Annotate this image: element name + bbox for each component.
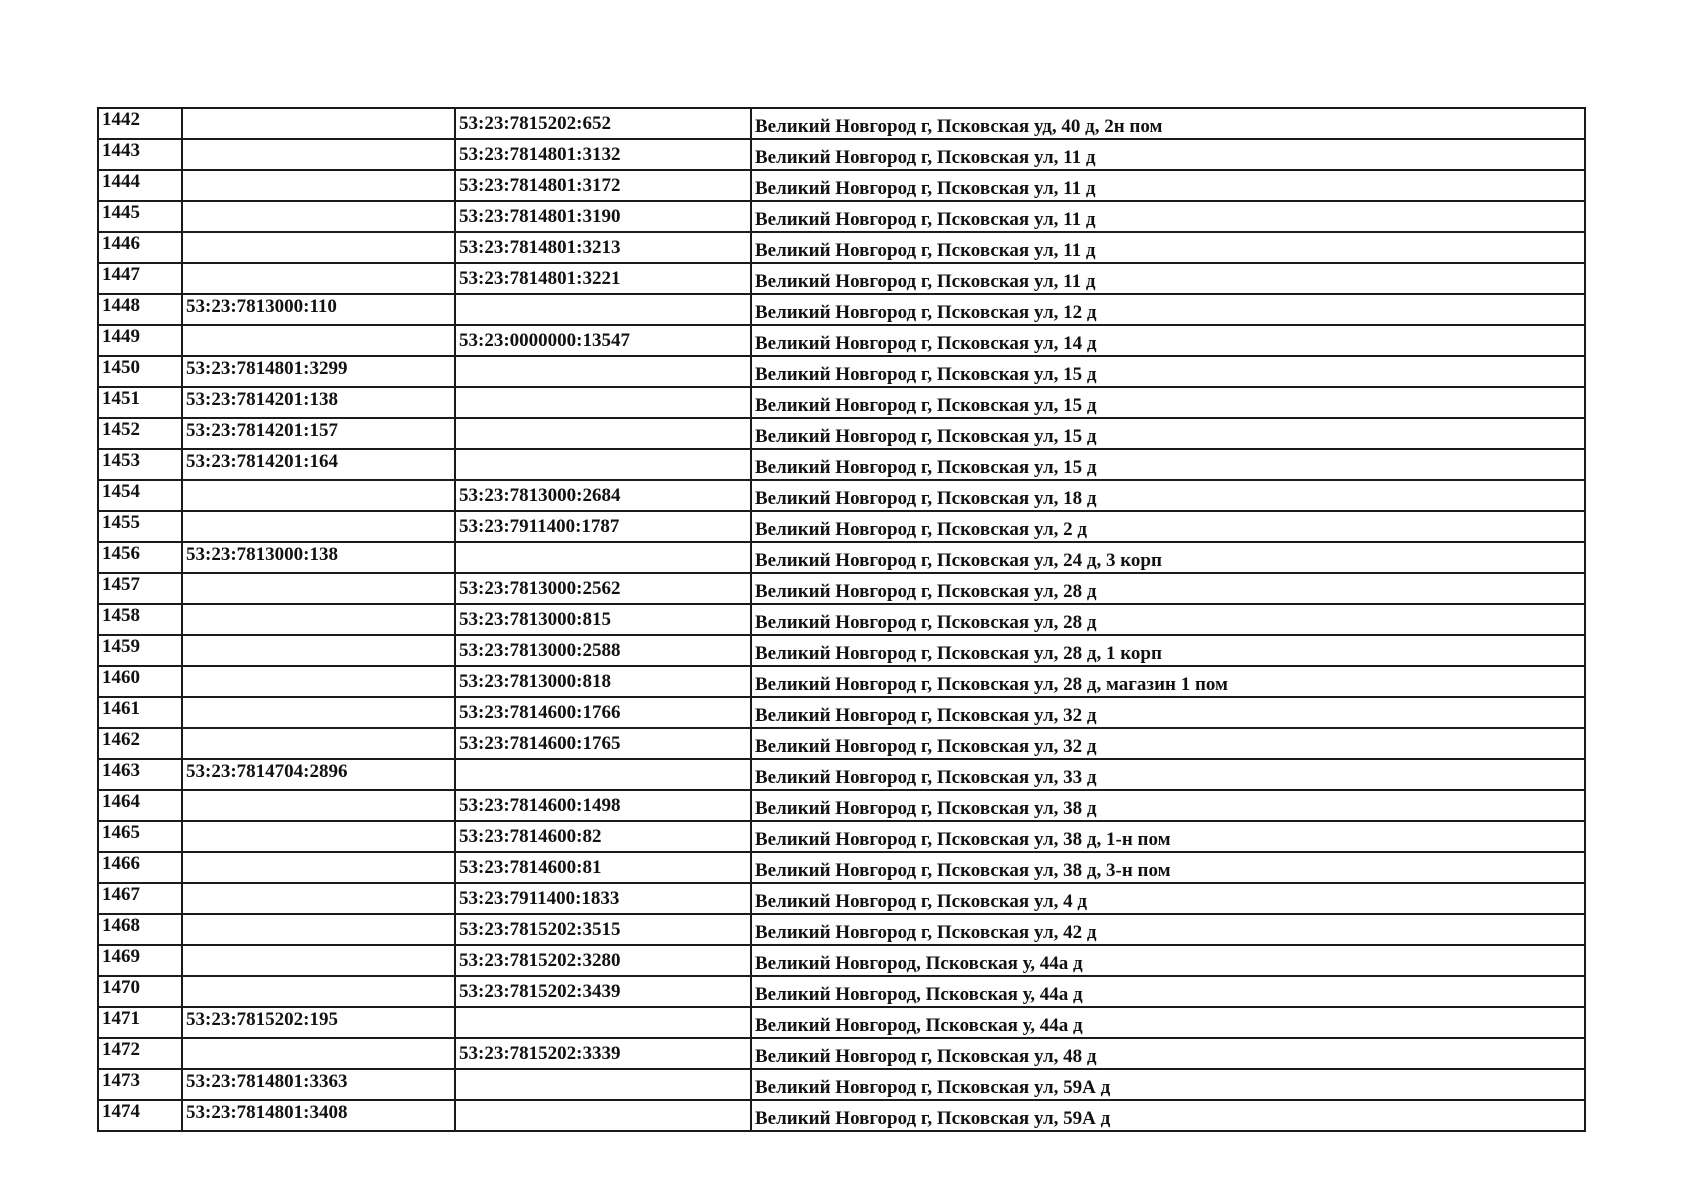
row-number-cell: 1457 — [98, 573, 182, 604]
building-cadastral-number-cell: 53:23:7814600:1765 — [455, 728, 751, 759]
building-cadastral-number-cell: 53:23:7814600:1498 — [455, 790, 751, 821]
building-cadastral-number-cell — [455, 1007, 751, 1038]
building-cadastral-number-cell — [455, 1069, 751, 1100]
row-number-cell: 1470 — [98, 976, 182, 1007]
row-number-cell: 1465 — [98, 821, 182, 852]
row-number-cell: 1443 — [98, 139, 182, 170]
table-row — [98, 635, 1585, 666]
address-cell: Великий Новгород г, Псковская ул, 24 д, 3 корп — [751, 542, 1585, 573]
row-number-cell: 1445 — [98, 201, 182, 232]
table-row — [98, 821, 1585, 852]
address-cell: Великий Новгород г, Псковская ул, 33 д — [751, 759, 1585, 790]
land-cadastral-number-cell: 53:23:7814801:3299 — [182, 356, 455, 387]
table-row — [98, 759, 1585, 790]
building-cadastral-number-cell: 53:23:7911400:1787 — [455, 511, 751, 542]
table-row — [98, 697, 1585, 728]
building-cadastral-number-cell — [455, 759, 751, 790]
table-row — [98, 232, 1585, 263]
address-cell: Великий Новгород г, Псковская ул, 32 д — [751, 728, 1585, 759]
address-cell: Великий Новгород г, Псковская ул, 48 д — [751, 1038, 1585, 1069]
building-cadastral-number-cell: 53:23:7814801:3213 — [455, 232, 751, 263]
land-cadastral-number-cell: 53:23:7814201:164 — [182, 449, 455, 480]
land-cadastral-number-cell — [182, 263, 455, 294]
row-number-cell: 1458 — [98, 604, 182, 635]
table-row — [98, 294, 1585, 325]
building-cadastral-number-cell — [455, 449, 751, 480]
address-cell: Великий Новгород г, Псковская ул, 18 д — [751, 480, 1585, 511]
address-cell: Великий Новгород г, Псковская ул, 15 д — [751, 387, 1585, 418]
row-number-cell: 1461 — [98, 697, 182, 728]
table-row — [98, 170, 1585, 201]
table-row — [98, 976, 1585, 1007]
building-cadastral-number-cell: 53:23:7814600:82 — [455, 821, 751, 852]
land-cadastral-number-cell — [182, 511, 455, 542]
land-cadastral-number-cell: 53:23:7814201:138 — [182, 387, 455, 418]
address-cell: Великий Новгород г, Псковская ул, 38 д, 3-н пом — [751, 852, 1585, 883]
land-cadastral-number-cell: 53:23:7814201:157 — [182, 418, 455, 449]
building-cadastral-number-cell: 53:23:7813000:818 — [455, 666, 751, 697]
land-cadastral-number-cell: 53:23:7815202:195 — [182, 1007, 455, 1038]
row-number-cell: 1460 — [98, 666, 182, 697]
building-cadastral-number-cell: 53:23:7814600:81 — [455, 852, 751, 883]
building-cadastral-number-cell: 53:23:0000000:13547 — [455, 325, 751, 356]
land-cadastral-number-cell — [182, 914, 455, 945]
table-row — [98, 418, 1585, 449]
address-cell: Великий Новгород г, Псковская ул, 15 д — [751, 418, 1585, 449]
building-cadastral-number-cell — [455, 294, 751, 325]
building-cadastral-number-cell: 53:23:7815202:3515 — [455, 914, 751, 945]
building-cadastral-number-cell: 53:23:7814801:3172 — [455, 170, 751, 201]
land-cadastral-number-cell — [182, 604, 455, 635]
address-cell: Великий Новгород г, Псковская ул, 12 д — [751, 294, 1585, 325]
address-cell: Великий Новгород г, Псковская ул, 59А д — [751, 1100, 1585, 1131]
building-cadastral-number-cell: 53:23:7814600:1766 — [455, 697, 751, 728]
building-cadastral-number-cell: 53:23:7815202:3439 — [455, 976, 751, 1007]
table-row — [98, 666, 1585, 697]
address-cell: Великий Новгород г, Псковская ул, 4 д — [751, 883, 1585, 914]
row-number-cell: 1453 — [98, 449, 182, 480]
address-cell: Великий Новгород г, Псковская ул, 38 д — [751, 790, 1585, 821]
row-number-cell: 1469 — [98, 945, 182, 976]
building-cadastral-number-cell: 53:23:7814801:3132 — [455, 139, 751, 170]
table-row — [98, 945, 1585, 976]
row-number-cell: 1468 — [98, 914, 182, 945]
table-row — [98, 883, 1585, 914]
land-cadastral-number-cell: 53:23:7813000:138 — [182, 542, 455, 573]
building-cadastral-number-cell: 53:23:7814801:3221 — [455, 263, 751, 294]
row-number-cell: 1451 — [98, 387, 182, 418]
row-number-cell: 1452 — [98, 418, 182, 449]
land-cadastral-number-cell — [182, 945, 455, 976]
land-cadastral-number-cell — [182, 1038, 455, 1069]
address-cell: Великий Новгород г, Псковская ул, 11 д — [751, 232, 1585, 263]
land-cadastral-number-cell — [182, 325, 455, 356]
table-row — [98, 914, 1585, 945]
building-cadastral-number-cell: 53:23:7911400:1833 — [455, 883, 751, 914]
address-cell: Великий Новгород г, Псковская ул, 28 д, магазин 1 пом — [751, 666, 1585, 697]
table-row — [98, 356, 1585, 387]
land-cadastral-number-cell — [182, 852, 455, 883]
row-number-cell: 1456 — [98, 542, 182, 573]
building-cadastral-number-cell: 53:23:7813000:2562 — [455, 573, 751, 604]
building-cadastral-number-cell: 53:23:7813000:2684 — [455, 480, 751, 511]
address-cell: Великий Новгород г, Псковская уд, 40 д, 2н пом — [751, 108, 1585, 139]
land-cadastral-number-cell — [182, 201, 455, 232]
address-cell: Великий Новгород г, Псковская ул, 15 д — [751, 449, 1585, 480]
land-cadastral-number-cell — [182, 232, 455, 263]
address-cell: Великий Новгород г, Псковская ул, 11 д — [751, 201, 1585, 232]
land-cadastral-number-cell — [182, 821, 455, 852]
row-number-cell: 1449 — [98, 325, 182, 356]
table-row — [98, 201, 1585, 232]
address-cell: Великий Новгород г, Псковская ул, 28 д — [751, 604, 1585, 635]
land-cadastral-number-cell: 53:23:7813000:110 — [182, 294, 455, 325]
row-number-cell: 1454 — [98, 480, 182, 511]
building-cadastral-number-cell — [455, 356, 751, 387]
land-cadastral-number-cell — [182, 170, 455, 201]
row-number-cell: 1447 — [98, 263, 182, 294]
row-number-cell: 1464 — [98, 790, 182, 821]
land-cadastral-number-cell — [182, 697, 455, 728]
table-row — [98, 511, 1585, 542]
row-number-cell: 1474 — [98, 1100, 182, 1131]
address-cell: Великий Новгород, Псковская у, 44а д — [751, 1007, 1585, 1038]
land-cadastral-number-cell: 53:23:7814801:3363 — [182, 1069, 455, 1100]
row-number-cell: 1462 — [98, 728, 182, 759]
address-cell: Великий Новгород г, Псковская ул, 32 д — [751, 697, 1585, 728]
table-row — [98, 325, 1585, 356]
table-row — [98, 604, 1585, 635]
address-cell: Великий Новгород г, Псковская ул, 38 д, 1-н пом — [751, 821, 1585, 852]
table-row — [98, 480, 1585, 511]
registry-table-body — [98, 108, 1585, 1131]
building-cadastral-number-cell: 53:23:7813000:815 — [455, 604, 751, 635]
address-cell: Великий Новгород г, Псковская ул, 2 д — [751, 511, 1585, 542]
table-row — [98, 387, 1585, 418]
address-cell: Великий Новгород г, Псковская ул, 15 д — [751, 356, 1585, 387]
building-cadastral-number-cell — [455, 1100, 751, 1131]
land-cadastral-number-cell — [182, 139, 455, 170]
land-cadastral-number-cell — [182, 790, 455, 821]
row-number-cell: 1446 — [98, 232, 182, 263]
building-cadastral-number-cell — [455, 387, 751, 418]
table-row — [98, 542, 1585, 573]
row-number-cell: 1466 — [98, 852, 182, 883]
table-row — [98, 263, 1585, 294]
registry-table — [97, 107, 1586, 1132]
land-cadastral-number-cell — [182, 108, 455, 139]
land-cadastral-number-cell — [182, 728, 455, 759]
row-number-cell: 1473 — [98, 1069, 182, 1100]
address-cell: Великий Новгород г, Псковская ул, 42 д — [751, 914, 1585, 945]
land-cadastral-number-cell: 53:23:7814704:2896 — [182, 759, 455, 790]
table-row — [98, 449, 1585, 480]
building-cadastral-number-cell: 53:23:7813000:2588 — [455, 635, 751, 666]
table-row — [98, 852, 1585, 883]
row-number-cell: 1448 — [98, 294, 182, 325]
land-cadastral-number-cell — [182, 480, 455, 511]
table-row — [98, 573, 1585, 604]
land-cadastral-number-cell: 53:23:7814801:3408 — [182, 1100, 455, 1131]
table-row — [98, 790, 1585, 821]
address-cell: Великий Новгород г, Псковская ул, 14 д — [751, 325, 1585, 356]
land-cadastral-number-cell — [182, 883, 455, 914]
address-cell: Великий Новгород, Псковская у, 44а д — [751, 976, 1585, 1007]
address-cell: Великий Новгород г, Псковская ул, 11 д — [751, 139, 1585, 170]
address-cell: Великий Новгород г, Псковская ул, 28 д — [751, 573, 1585, 604]
row-number-cell: 1472 — [98, 1038, 182, 1069]
row-number-cell: 1471 — [98, 1007, 182, 1038]
building-cadastral-number-cell — [455, 418, 751, 449]
table-row — [98, 108, 1585, 139]
building-cadastral-number-cell: 53:23:7815202:3280 — [455, 945, 751, 976]
land-cadastral-number-cell — [182, 976, 455, 1007]
row-number-cell: 1442 — [98, 108, 182, 139]
table-row — [98, 728, 1585, 759]
row-number-cell: 1444 — [98, 170, 182, 201]
address-cell: Великий Новгород г, Псковская ул, 28 д, 1 корп — [751, 635, 1585, 666]
building-cadastral-number-cell — [455, 542, 751, 573]
land-cadastral-number-cell — [182, 635, 455, 666]
table-row — [98, 1100, 1585, 1131]
row-number-cell: 1455 — [98, 511, 182, 542]
address-cell: Великий Новгород г, Псковская ул, 11 д — [751, 263, 1585, 294]
building-cadastral-number-cell: 53:23:7814801:3190 — [455, 201, 751, 232]
land-cadastral-number-cell — [182, 573, 455, 604]
row-number-cell: 1450 — [98, 356, 182, 387]
address-cell: Великий Новгород г, Псковская ул, 11 д — [751, 170, 1585, 201]
building-cadastral-number-cell: 53:23:7815202:3339 — [455, 1038, 751, 1069]
table-row — [98, 139, 1585, 170]
row-number-cell: 1463 — [98, 759, 182, 790]
table-row — [98, 1069, 1585, 1100]
table-row — [98, 1038, 1585, 1069]
table-row — [98, 1007, 1585, 1038]
address-cell: Великий Новгород, Псковская у, 44а д — [751, 945, 1585, 976]
address-cell: Великий Новгород г, Псковская ул, 59А д — [751, 1069, 1585, 1100]
land-cadastral-number-cell — [182, 666, 455, 697]
row-number-cell: 1467 — [98, 883, 182, 914]
row-number-cell: 1459 — [98, 635, 182, 666]
building-cadastral-number-cell: 53:23:7815202:652 — [455, 108, 751, 139]
